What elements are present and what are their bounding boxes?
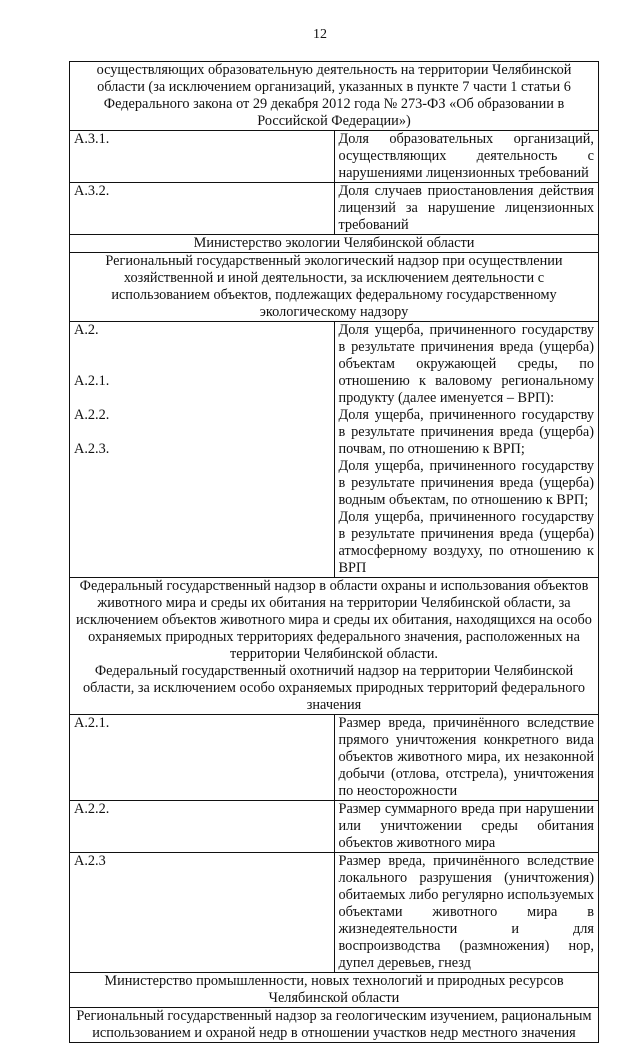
indicator-code: А.2.3. [74,441,110,457]
table-row [70,322,599,578]
table-row [70,131,599,183]
indicator-text: Размер суммарного вреда при нарушении или уничтожении среды обитания объектов животного мира [334,801,599,853]
wildlife-supervision-heading [70,578,599,715]
table-row [70,253,599,322]
indicator-code: А.2.3 [70,853,335,973]
indicator-texts-group [334,322,599,578]
table-row [70,578,599,715]
ministry-industry-heading: Министерство промышленности, новых технологий и природных ресурсов Челябинской области [70,973,599,1008]
table-row [70,1008,599,1043]
indicator-text: Доля ущерба, причиненного государству в результате причинения вреда (ущерба) атмосферному воздуху, по отношению к ВРП [338,509,594,576]
table-row [70,801,599,853]
indicator-text: Размер вреда, причинённого вследствие прямого уничтожения конкретного вида объектов животного мира, их незаконной добычи (отлова, отстрела), уничтожения по неосторожности [334,715,599,801]
education-licensing-heading: осуществляющих образовательную деятельность на территории Челябинской области (за исключением организаций, указанных в пункте 7 части 1 статьи 6 Федерального закона от 29 декабря 2012 года № 273-ФЗ «Об образовании в Российской Федерации») [70,62,599,131]
table-row [70,853,599,973]
page-number: 12 [313,27,327,42]
indicator-code: А.2.1. [70,715,335,801]
indicator-text: Доля ущерба, причиненного государству в результате причинения вреда (ущерба) почвам, по отношению к ВРП; [338,407,594,457]
indicator-text: Доля образовательных организаций, осуществляющих деятельность с нарушениями лицензионных требований [334,131,599,183]
subsoil-supervision-heading: Региональный государственный надзор за геологическим изучением, рациональным использованием и охраной недр в отношении участков недр местного значения [70,1008,599,1043]
indicator-text: Доля ущерба, причиненного государству в результате причинения вреда (ущерба) объектам окружающей среды, по отношению к валовому региональному продукту (далее именуется – ВРП): [338,322,594,406]
table-row [70,715,599,801]
indicator-text: Доля ущерба, причиненного государству в результате причинения вреда (ущерба) водным объектам, по отношению к ВРП; [338,458,594,508]
indicator-codes-group [70,322,335,578]
table-row [70,62,599,131]
table-row [70,183,599,235]
table-row [70,973,599,1008]
ministry-ecology-heading: Министерство экологии Челябинской области [70,235,599,253]
table-row [70,235,599,253]
indicator-code: А.3.1. [70,131,335,183]
indicator-text: Размер вреда, причинённого вследствие локального разрушения (уничтожения) обитаемых либо регулярно используемых объектами животного мира в жизнедеятельности и для воспроизводства (размножения) нор, дупел деревьев, гнезд [334,853,599,973]
wildlife-supervision-text: Федеральный государственный надзор в области охраны и использования объектов животного мира и среды их обитания на территории Челябинской области, за исключением объектов животного мира и среды их обитания, находящихся на особо охраняемых природных территориях федерального значения, расположенных на территории Челябинской области. [76,578,592,662]
hunting-supervision-text: Федеральный государственный охотничий надзор на территории Челябинской области, за исключением особо охраняемых природных территорий федерального значения [82,663,586,713]
indicator-code: А.2.2. [70,801,335,853]
indicator-code: А.3.2. [70,183,335,235]
indicator-text: Доля случаев приостановления действия лицензий за нарушение лицензионных требований [334,183,599,235]
eco-supervision-heading: Региональный государственный экологический надзор при осуществлении хозяйственной и иной деятельности, за исключением деятельности с использованием объектов, подлежащих федеральному государственному экологическому надзору [70,253,599,322]
indicators-table [69,61,599,1043]
indicator-code: А.2. [74,322,99,338]
indicator-code: А.2.2. [74,407,110,423]
indicator-code: А.2.1. [74,373,110,389]
